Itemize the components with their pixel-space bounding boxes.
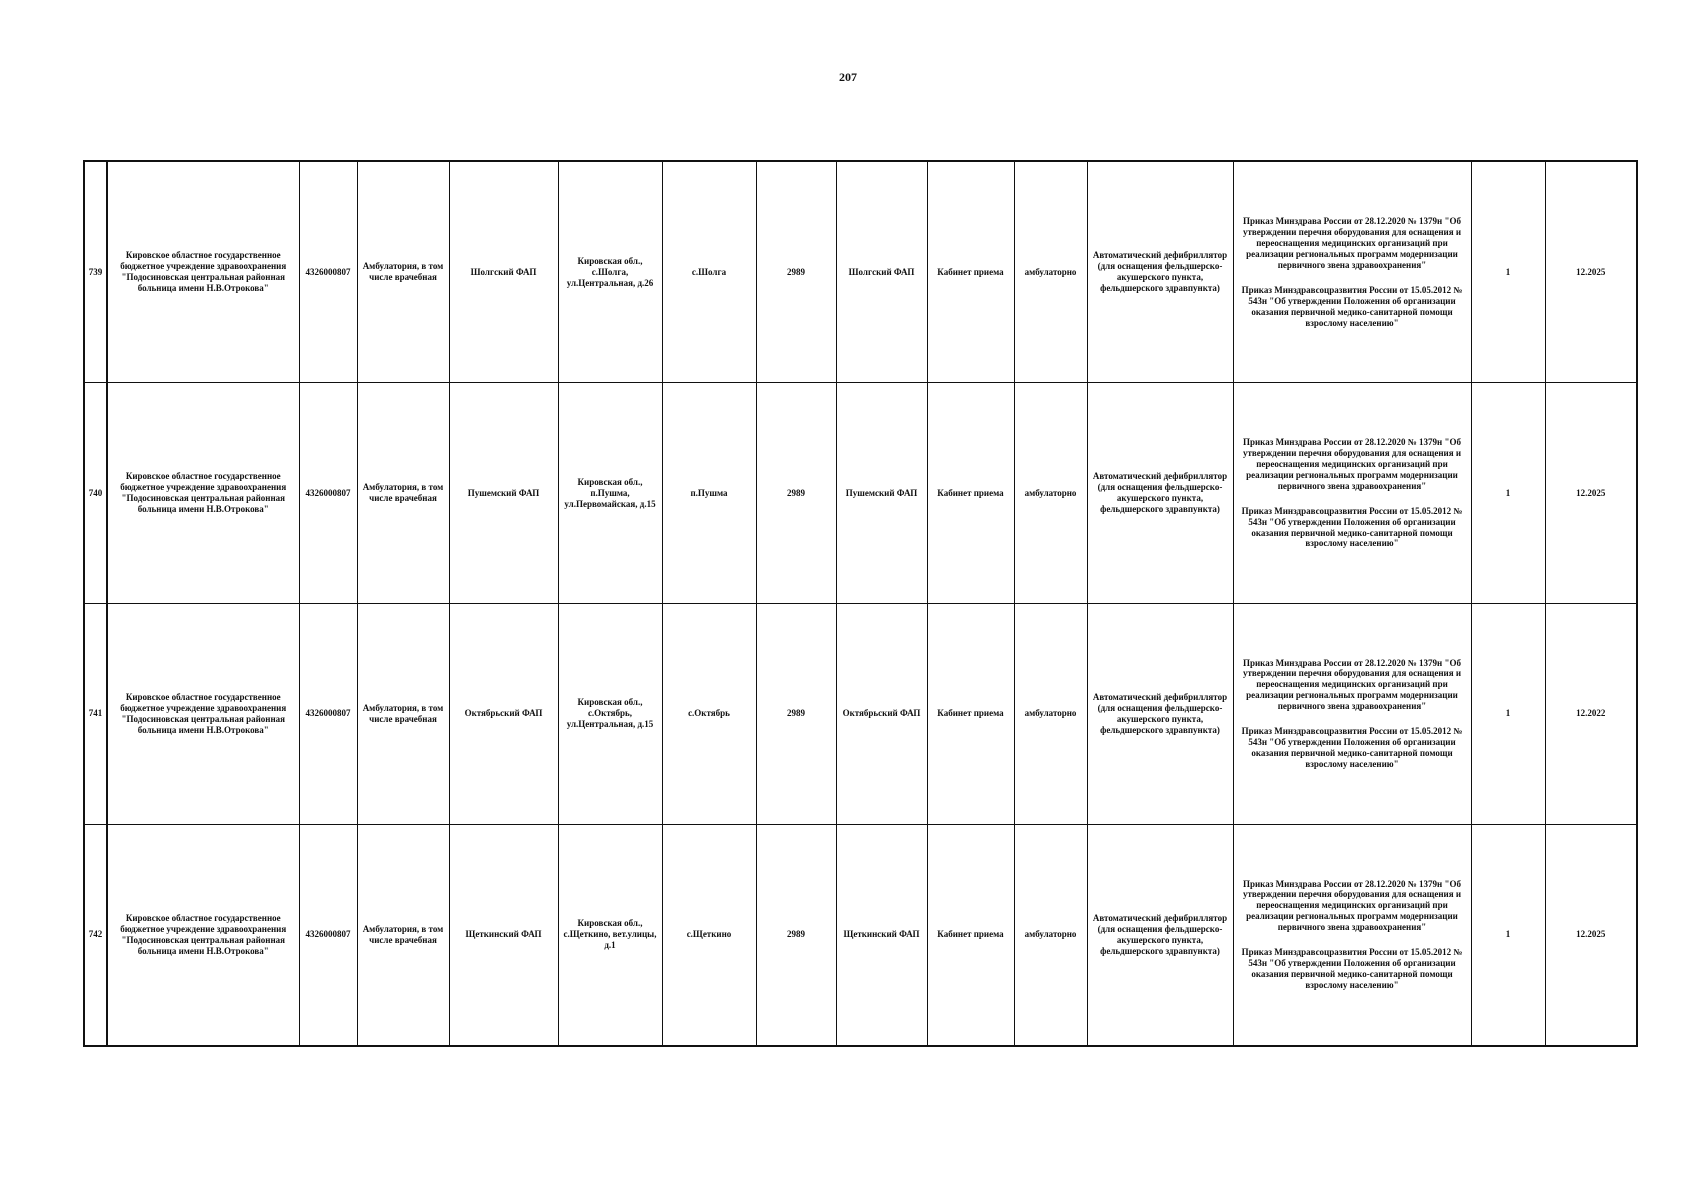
code: 2989 bbox=[756, 161, 836, 383]
facility-address: Кировская обл., с.Октябрь, ул.Центральная, д.15 bbox=[558, 603, 662, 824]
quantity: 1 bbox=[1471, 824, 1545, 1046]
table-row bbox=[84, 603, 1637, 824]
row-number: 742 bbox=[84, 824, 107, 1046]
facility-unit: Октябрьский ФАП bbox=[449, 603, 558, 824]
legal-basis bbox=[1233, 603, 1471, 824]
organization-inn: 4326000807 bbox=[299, 383, 357, 604]
organization-name: Кировское областное государственное бюджетное учреждение здравоохранения "Подосиновская центральная районная больница имени Н.В.Отрокова" bbox=[107, 383, 299, 604]
facility-address: Кировская обл., с.Щеткино, вет.улицы, д.1 bbox=[558, 824, 662, 1046]
quantity: 1 bbox=[1471, 383, 1545, 604]
row-number: 740 bbox=[84, 383, 107, 604]
facility-unit: Пушемский ФАП bbox=[449, 383, 558, 604]
delivery-date: 12.2025 bbox=[1545, 383, 1637, 604]
organization-inn: 4326000807 bbox=[299, 824, 357, 1046]
quantity: 1 bbox=[1471, 161, 1545, 383]
care-mode: амбулаторно bbox=[1014, 161, 1087, 383]
division-name: Шолгский ФАП bbox=[836, 161, 927, 383]
facility-type: Амбулатория, в том числе врачебная bbox=[357, 161, 449, 383]
row-number: 741 bbox=[84, 603, 107, 824]
delivery-date: 12.2025 bbox=[1545, 824, 1637, 1046]
room-name: Кабинет приема bbox=[927, 824, 1014, 1046]
table-row bbox=[84, 824, 1637, 1046]
legal-basis-order-1379n: Приказ Минздрава России от 28.12.2020 № 1379н "Об утверждении перечня оборудования для оснащения и переоснащения медицинских организаций при реализации региональных программ модернизации первичного звена здравоохранения" bbox=[1242, 657, 1462, 712]
row-number: 739 bbox=[84, 161, 107, 383]
page-number: 207 bbox=[839, 70, 857, 84]
quantity: 1 bbox=[1471, 603, 1545, 824]
code: 2989 bbox=[756, 824, 836, 1046]
facility-address: Кировская обл., п.Пушма, ул.Первомайская, д.15 bbox=[558, 383, 662, 604]
legal-basis-order-543n: Приказ Минздравсоцразвития России от 15.05.2012 № 543н "Об утверждении Положения об организации оказания первичной медико-санитарной помощи взрослому населению" bbox=[1241, 505, 1463, 549]
organization-name: Кировское областное государственное бюджетное учреждение здравоохранения "Подосиновская центральная районная больница имени Н.В.Отрокова" bbox=[107, 824, 299, 1046]
legal-basis-order-543n: Приказ Минздравсоцразвития России от 15.05.2012 № 543н "Об утверждении Положения об организации оказания первичной медико-санитарной помощи взрослому населению" bbox=[1241, 947, 1463, 991]
equipment-register-table bbox=[83, 160, 1638, 1047]
table-row bbox=[84, 161, 1637, 383]
care-mode: амбулаторно bbox=[1014, 383, 1087, 604]
delivery-date: 12.2025 bbox=[1545, 161, 1637, 383]
equipment-name: Автоматический дефибриллятор (для оснащения фельдшерско-акушерского пункта, фельдшерского здравпункта) bbox=[1087, 383, 1233, 604]
room-name: Кабинет приема bbox=[927, 603, 1014, 824]
locality: с.Шолга bbox=[662, 161, 756, 383]
locality: с.Октябрь bbox=[662, 603, 756, 824]
equipment-name: Автоматический дефибриллятор (для оснащения фельдшерско-акушерского пункта, фельдшерского здравпункта) bbox=[1087, 161, 1233, 383]
legal-basis-order-1379n: Приказ Минздрава России от 28.12.2020 № 1379н "Об утверждении перечня оборудования для оснащения и переоснащения медицинских организаций при реализации региональных программ модернизации первичного звена здравоохранения" bbox=[1242, 436, 1462, 491]
delivery-date: 12.2022 bbox=[1545, 603, 1637, 824]
facility-type: Амбулатория, в том числе врачебная bbox=[357, 824, 449, 1046]
facility-unit: Шолгский ФАП bbox=[449, 161, 558, 383]
legal-basis-order-543n: Приказ Минздравсоцразвития России от 15.05.2012 № 543н "Об утверждении Положения об организации оказания первичной медико-санитарной помощи взрослому населению" bbox=[1241, 726, 1463, 770]
table-row bbox=[84, 383, 1637, 604]
equipment-name: Автоматический дефибриллятор (для оснащения фельдшерско-акушерского пункта, фельдшерского здравпункта) bbox=[1087, 603, 1233, 824]
division-name: Октябрьский ФАП bbox=[836, 603, 927, 824]
legal-basis bbox=[1233, 383, 1471, 604]
organization-inn: 4326000807 bbox=[299, 603, 357, 824]
locality: с.Щеткино bbox=[662, 824, 756, 1046]
organization-name: Кировское областное государственное бюджетное учреждение здравоохранения "Подосиновская центральная районная больница имени Н.В.Отрокова" bbox=[107, 161, 299, 383]
organization-name: Кировское областное государственное бюджетное учреждение здравоохранения "Подосиновская центральная районная больница имени Н.В.Отрокова" bbox=[107, 603, 299, 824]
room-name: Кабинет приема bbox=[927, 383, 1014, 604]
locality: п.Пушма bbox=[662, 383, 756, 604]
room-name: Кабинет приема bbox=[927, 161, 1014, 383]
organization-inn: 4326000807 bbox=[299, 161, 357, 383]
division-name: Пушемский ФАП bbox=[836, 383, 927, 604]
division-name: Щеткинский ФАП bbox=[836, 824, 927, 1046]
facility-unit: Щеткинский ФАП bbox=[449, 824, 558, 1046]
care-mode: амбулаторно bbox=[1014, 603, 1087, 824]
code: 2989 bbox=[756, 603, 836, 824]
equipment-name: Автоматический дефибриллятор (для оснащения фельдшерско-акушерского пункта, фельдшерского здравпункта) bbox=[1087, 824, 1233, 1046]
legal-basis bbox=[1233, 161, 1471, 383]
facility-type: Амбулатория, в том числе врачебная bbox=[357, 603, 449, 824]
code: 2989 bbox=[756, 383, 836, 604]
care-mode: амбулаторно bbox=[1014, 824, 1087, 1046]
facility-type: Амбулатория, в том числе врачебная bbox=[357, 383, 449, 604]
legal-basis-order-1379n: Приказ Минздрава России от 28.12.2020 № 1379н "Об утверждении перечня оборудования для оснащения и переоснащения медицинских организаций при реализации региональных программ модернизации первичного звена здравоохранения" bbox=[1242, 878, 1462, 933]
legal-basis bbox=[1233, 824, 1471, 1046]
legal-basis-order-543n: Приказ Минздравсоцразвития России от 15.05.2012 № 543н "Об утверждении Положения об организации оказания первичной медико-санитарной помощи взрослому населению" bbox=[1241, 284, 1463, 328]
legal-basis-order-1379n: Приказ Минздрава России от 28.12.2020 № 1379н "Об утверждении перечня оборудования для оснащения и переоснащения медицинских организаций при реализации региональных программ модернизации первичного звена здравоохранения" bbox=[1242, 215, 1462, 270]
facility-address: Кировская обл., с.Шолга, ул.Центральная, д.26 bbox=[558, 161, 662, 383]
